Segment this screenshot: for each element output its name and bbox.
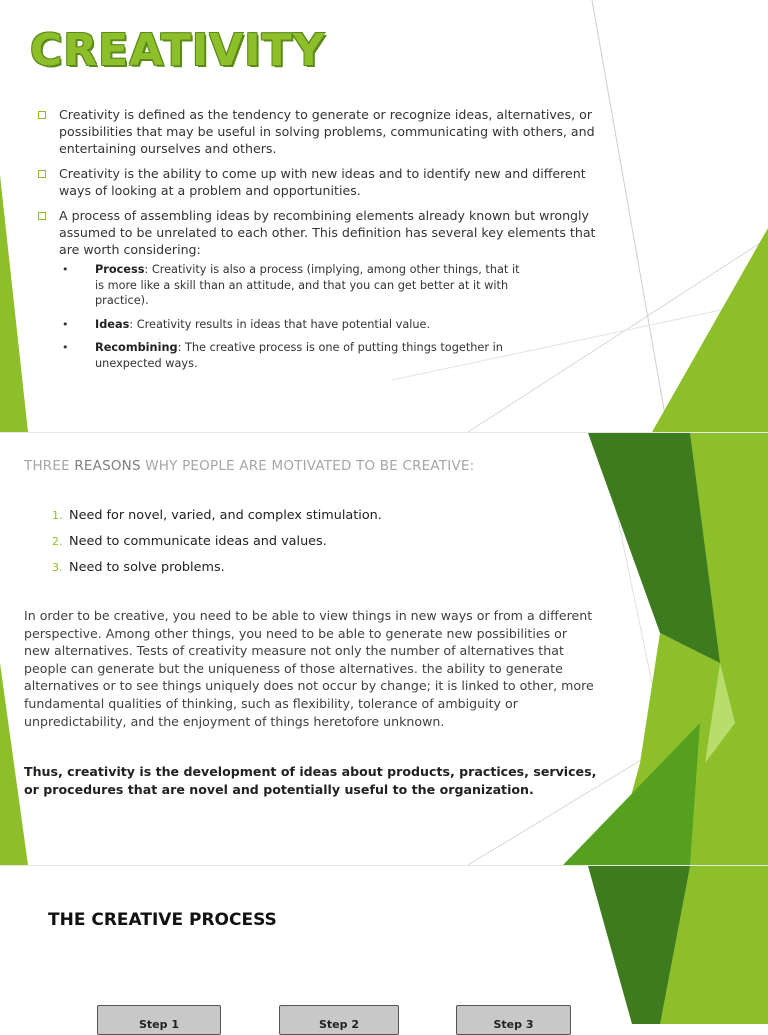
square-bullet-icon (38, 111, 46, 119)
dot-bullet-icon: • (62, 317, 69, 331)
slide-reasons (0, 433, 768, 865)
slide-title: CREATIVITY (30, 25, 326, 76)
key-elements-list (62, 262, 522, 379)
list-item: Creativity is the ability to come up with new ideas and to identify new and different ways of looking at a problem and opportunities. (38, 165, 608, 199)
slide3-background (0, 866, 768, 1024)
section-heading: THREE REASONS WHY PEOPLE ARE MOTIVATED TO BE CREATIVE: (24, 458, 475, 474)
square-bullet-icon (38, 170, 46, 178)
list-item: • Ideas: Creativity results in ideas that have potential value. (62, 317, 431, 331)
definition-list (38, 106, 608, 266)
body-paragraph: In order to be creative, you need to be able to view things in new ways or from a different perspective. Among other things, you need to be able to generate new possibilities or new alternatives. Tests of creativity measure not only the number of alternatives that people can generate but the uniqueness of those alternatives. the ability to generate alternatives or to see things uniquely does not occur by change; it is linked to other, more fundamental qualities of thinking, such as flexibility, tolerance of ambiguity or unpredictability, and the enjoyment of things heretofore unknown. (24, 608, 594, 729)
list-item: 1. Need for novel, varied, and complex stimulation. (52, 508, 382, 523)
step-box: Step 3 (456, 1005, 571, 1035)
list-item: 2. Need to communicate ideas and values. (52, 534, 327, 549)
list-item: A process of assembling ideas by recombining elements already known but wrongly assumed to be unrelated to each other. This definition has several key elements that are worth considering: (38, 207, 608, 258)
step-box: Step 2 (279, 1005, 399, 1035)
term: Recombining (95, 341, 178, 354)
slide-creative-process (0, 866, 768, 1031)
slide-creativity (0, 0, 768, 432)
green-triangle-left (0, 175, 28, 432)
list-item: Creativity is defined as the tendency to generate or recognize ideas, alternatives, or possibilities that may be useful in solving problems, communicating with others, and entertaining ourselves and others. (38, 106, 608, 157)
slide-title: THE CREATIVE PROCESS (48, 910, 277, 930)
list-item: 3. Need to solve problems. (52, 560, 225, 575)
step-box: Step 1 (97, 1005, 221, 1035)
conclusion-paragraph: Thus, creativity is the development of ideas about products, practices, services, or procedures that are novel and potentially useful to the organization. (24, 764, 597, 797)
list-item: • Process: Creativity is also a process (implying, among other things, that it is more like a skill than an attitude, and that you can get better at it with practice). (62, 263, 520, 307)
list-item: • Recombining: The creative process is one of putting things together in unexpected ways. (62, 341, 503, 370)
term: Process (95, 263, 145, 276)
green-triangle-right (652, 228, 768, 432)
square-bullet-icon (38, 212, 46, 220)
reasons-list (52, 507, 532, 585)
dot-bullet-icon: • (62, 263, 69, 276)
dot-bullet-icon: • (62, 341, 69, 354)
term: Ideas (95, 317, 130, 331)
